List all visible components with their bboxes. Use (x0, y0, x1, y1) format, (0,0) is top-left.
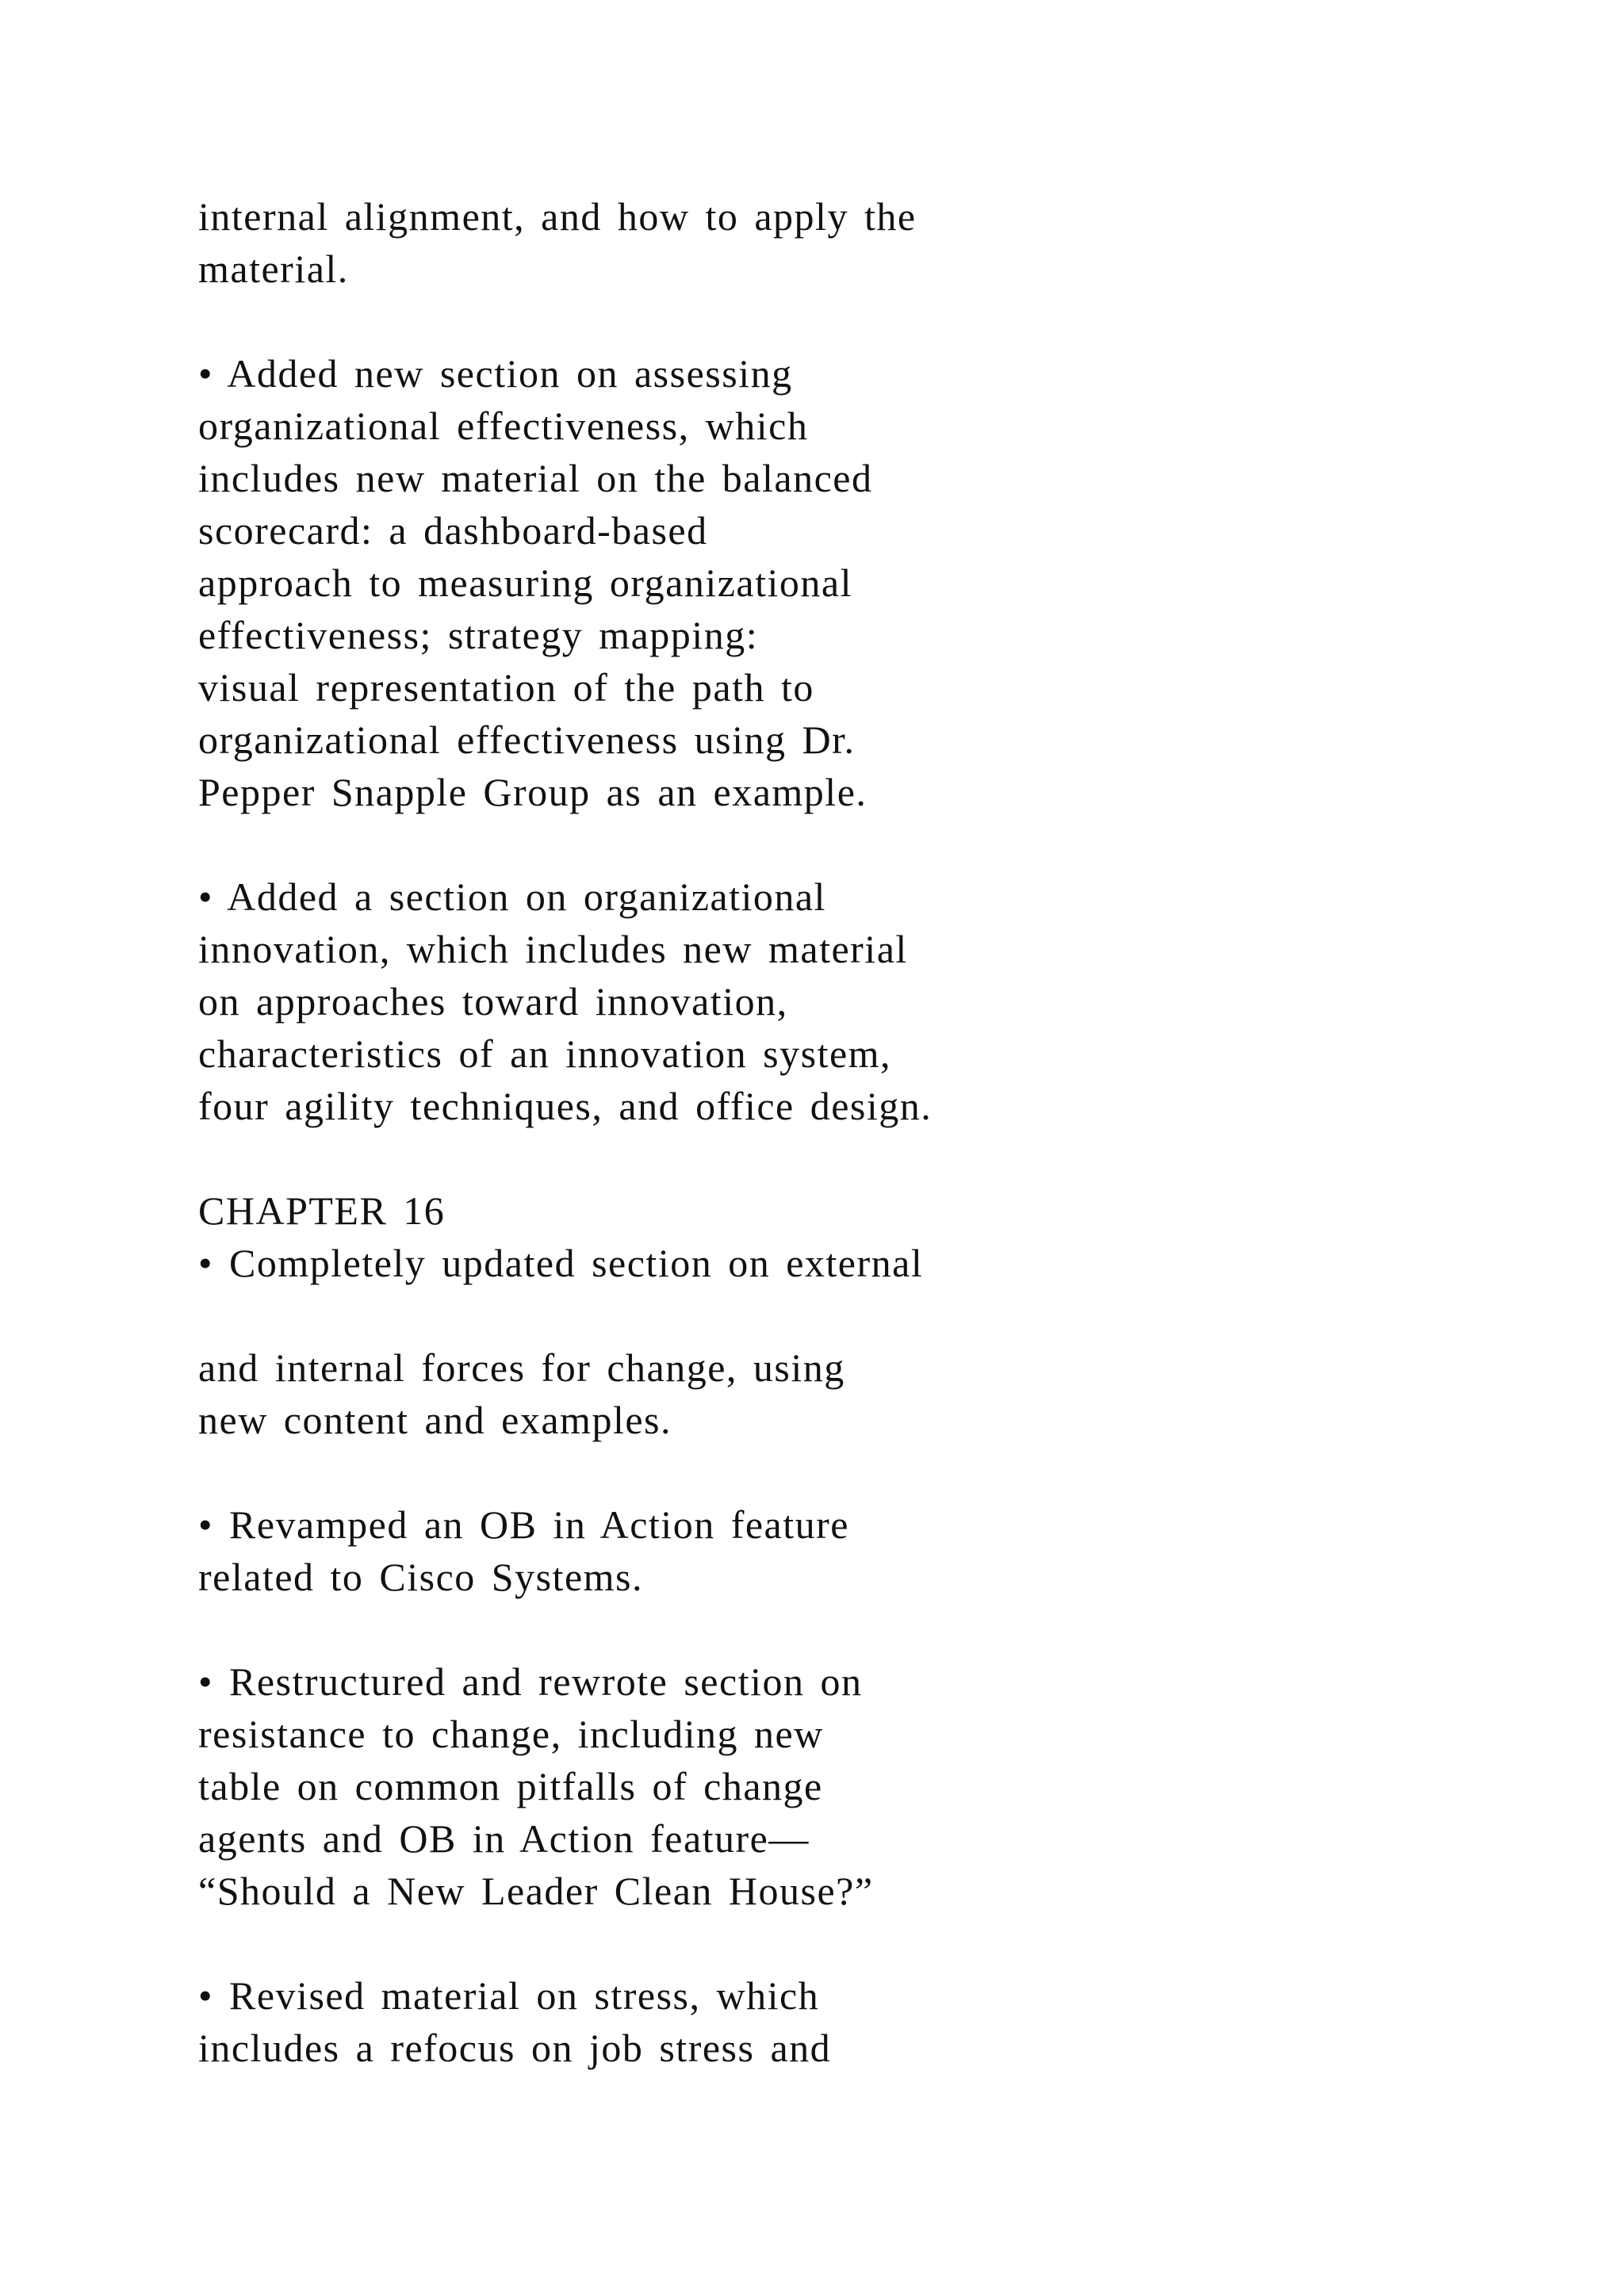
paragraph-gap (198, 295, 1071, 347)
bullet-line: • Revised material on stress, which (198, 1973, 820, 2018)
text-line: agents and OB in Action feature— (198, 1816, 810, 1861)
text-line: innovation, which includes new material (198, 927, 908, 971)
text-line: includes new material on the balanced (198, 456, 873, 500)
text-line: organizational effectiveness, which (198, 404, 809, 448)
text-line: table on common pitfalls of change (198, 1764, 823, 1808)
text-line: internal alignment, and how to apply the (198, 194, 917, 239)
bullet-line: • Completely updated section on external (198, 1241, 924, 1285)
paragraph-gap (198, 1132, 1071, 1184)
paragraph-gap (198, 818, 1071, 871)
text-line: material. (198, 247, 349, 291)
bullet-line: • Added a section on organizational (198, 874, 826, 919)
text-line: new content and examples. (198, 1398, 672, 1442)
text-line: “Should a New Leader Clean House?” (198, 1869, 874, 1913)
text-line: four agility techniques, and office design. (198, 1084, 933, 1128)
text-line: characteristics of an innovation system, (198, 1031, 892, 1076)
paragraph-gap (198, 1603, 1071, 1655)
text-line: resistance to change, including new (198, 1712, 824, 1756)
text-line: approach to measuring organizational (198, 561, 852, 605)
text-line: related to Cisco Systems. (198, 1555, 643, 1599)
body-text (198, 190, 1071, 2074)
text-line: effectiveness; strategy mapping: (198, 613, 759, 657)
bullet-line: • Added new section on assessing (198, 351, 793, 396)
text-line: on approaches toward innovation, (198, 979, 788, 1024)
text-line: scorecard: a dashboard-based (198, 508, 708, 553)
text-line: visual representation of the path to (198, 665, 814, 710)
paragraph-gap (198, 1446, 1071, 1498)
bullet-line: • Revamped an OB in Action feature (198, 1502, 849, 1547)
paragraph-gap (198, 1289, 1071, 1341)
text-line: organizational effectiveness using Dr. (198, 718, 856, 762)
text-line: includes a refocus on job stress and (198, 2026, 832, 2070)
bullet-line: • Restructured and rewrote section on (198, 1659, 863, 1704)
paragraph-gap (198, 1917, 1071, 1969)
text-line: and internal forces for change, using (198, 1345, 845, 1390)
chapter-heading: CHAPTER 16 (198, 1188, 446, 1233)
text-line: Pepper Snapple Group as an example. (198, 770, 868, 814)
